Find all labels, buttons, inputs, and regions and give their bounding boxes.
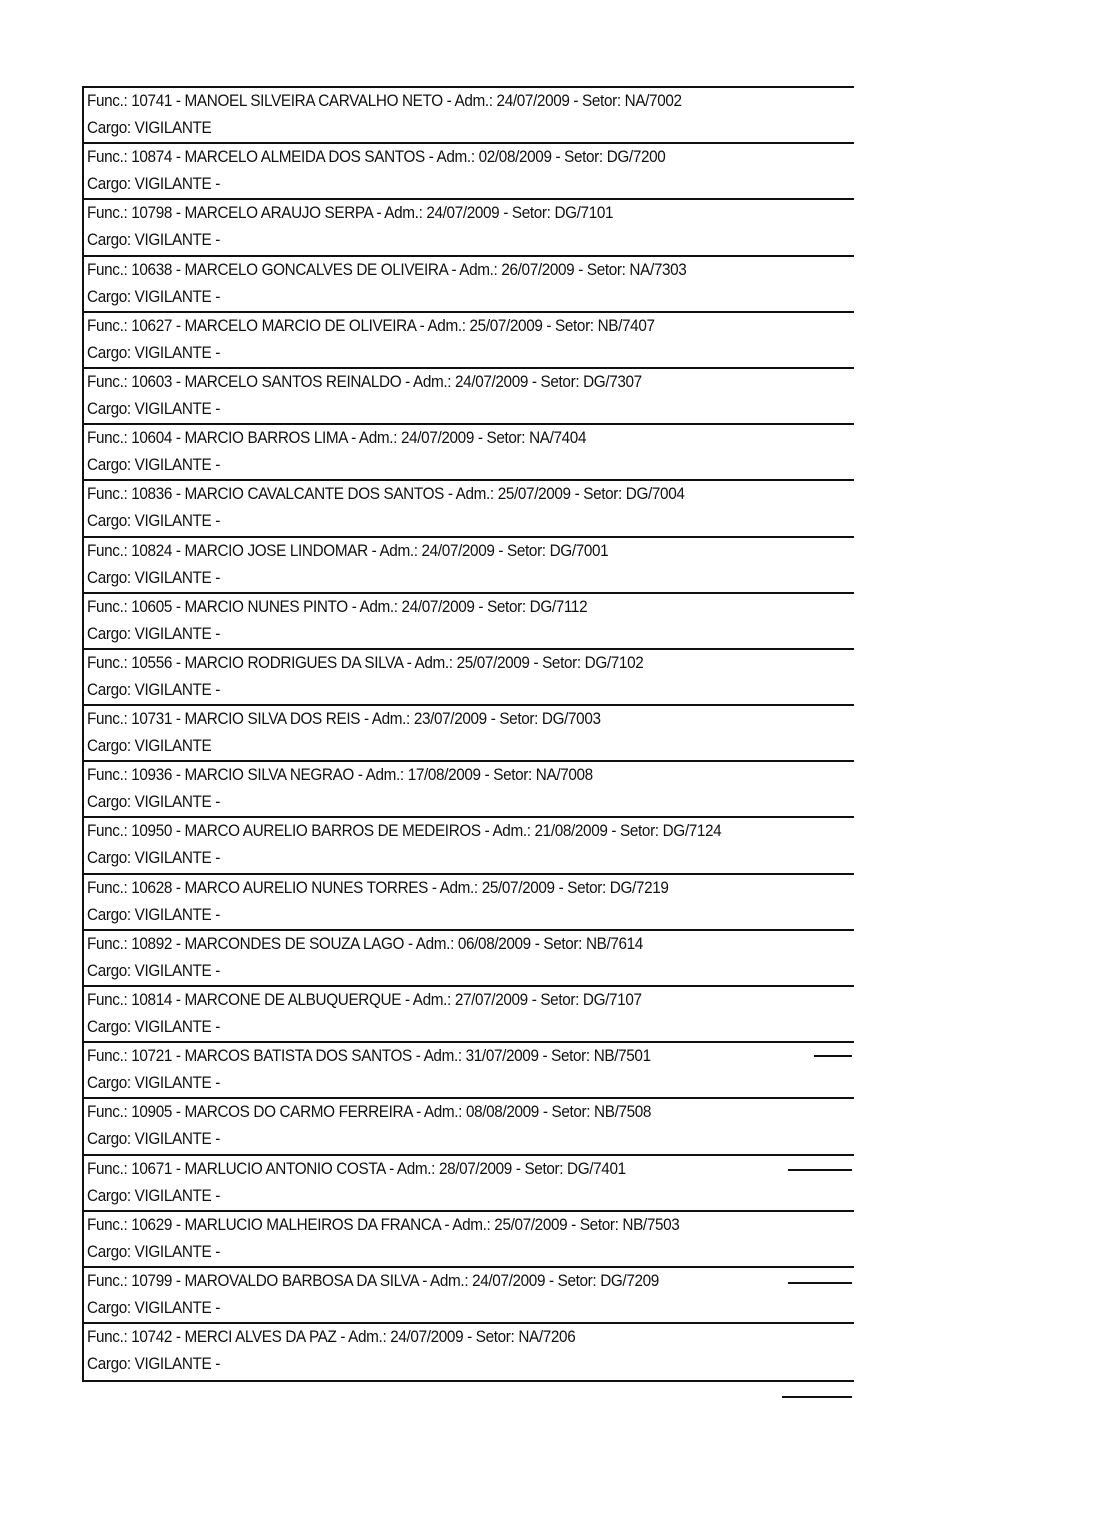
scan-mark	[782, 1396, 852, 1398]
employee-name: MARCONE DE ALBUQUERQUE	[184, 990, 402, 1009]
record-cargo-line	[87, 1129, 220, 1149]
adm-label: Adm.:	[427, 315, 466, 335]
adm-label: Adm.:	[379, 540, 418, 560]
record-cargo-line	[87, 568, 220, 588]
record-cargo-line	[87, 1242, 220, 1262]
cargo-label: Cargo:	[87, 679, 131, 699]
sector-code: DG/7102	[584, 652, 644, 672]
job-title: VIGILANTE -	[134, 567, 220, 587]
sector-code: DG/7124	[662, 821, 722, 841]
admission-date: 25/07/2009	[481, 877, 555, 897]
sector-code: DG/7004	[625, 484, 685, 504]
setor-label: Setor:	[567, 877, 606, 897]
sector-code: DG/7112	[529, 596, 588, 616]
employee-record	[84, 594, 854, 650]
employee-record	[84, 369, 854, 425]
employee-id: 10731	[131, 709, 173, 729]
adm-label: Adm.:	[412, 990, 451, 1009]
func-label: Func.:	[87, 765, 128, 785]
adm-label: Adm.:	[452, 1214, 491, 1234]
record-cargo-line	[87, 1354, 220, 1374]
setor-label: Setor:	[543, 933, 583, 953]
record-func-line: Func.: 10604 - MARCIO BARROS LIMA - Adm.: 24/07/2009 - Setor: NA/7404	[87, 428, 587, 448]
setor-label: Setor:	[540, 990, 580, 1009]
sector-code: DG/7101	[554, 203, 614, 223]
sector-code: NB/7501	[593, 1046, 651, 1066]
setor-label: Setor:	[579, 1214, 619, 1234]
employee-id: 10628	[131, 877, 173, 897]
record-func-line: Func.: 10605 - MARCIO NUNES PINTO - Adm.: 24/07/2009 - Setor: DG/7112	[87, 596, 588, 616]
cargo-label: Cargo:	[87, 792, 131, 812]
job-title: VIGILANTE -	[134, 1073, 220, 1093]
sector-code: NA/7008	[535, 765, 593, 785]
admission-date: 24/07/2009	[426, 203, 500, 223]
cargo-label: Cargo:	[87, 904, 131, 924]
record-func-line: Func.: 10671 - MARLUCIO ANTONIO COSTA - Adm.: 28/07/2009 - Setor: DG/7401	[87, 1158, 626, 1178]
cargo-label: Cargo:	[87, 736, 131, 756]
record-func-line: Func.: 10721 - MARCOS BATISTA DOS SANTOS - Adm.: 31/07/2009 - Setor: NB/7501	[87, 1046, 651, 1066]
sector-code: NA/7303	[629, 259, 687, 279]
setor-label: Setor:	[524, 1158, 564, 1178]
employee-name: MARCIO SILVA DOS REIS	[184, 709, 361, 729]
employee-record	[84, 313, 854, 369]
admission-date: 24/07/2009	[401, 596, 475, 616]
record-cargo-line	[87, 1298, 220, 1318]
cargo-label: Cargo:	[87, 174, 131, 194]
admission-date: 23/07/2009	[413, 709, 487, 729]
job-title: VIGILANTE -	[134, 960, 220, 980]
adm-label: Adm.:	[423, 1046, 462, 1066]
employee-record	[84, 1324, 854, 1380]
employee-id: 10742	[131, 1327, 173, 1347]
setor-label: Setor:	[583, 484, 622, 504]
func-label: Func.:	[87, 259, 128, 279]
record-func-line: Func.: 10824 - MARCIO JOSE LINDOMAR - Adm.: 24/07/2009 - Setor: DG/7001	[87, 540, 609, 560]
func-label: Func.:	[87, 1158, 128, 1178]
employee-id: 10604	[131, 428, 173, 448]
admission-date: 25/07/2009	[469, 315, 543, 335]
job-title: VIGILANTE -	[134, 1241, 220, 1261]
employee-id: 10824	[131, 540, 173, 560]
employee-record	[84, 1212, 854, 1268]
adm-label: Adm.:	[371, 709, 410, 729]
job-title: VIGILANTE -	[134, 904, 220, 924]
job-title: VIGILANTE -	[134, 230, 220, 250]
adm-label: Adm.:	[459, 259, 498, 279]
admission-date: 24/07/2009	[400, 428, 474, 448]
employee-record	[84, 481, 854, 537]
record-func-line: Func.: 10742 - MERCI ALVES DA PAZ - Adm.: 24/07/2009 - Setor: NA/7206	[87, 1327, 576, 1347]
employee-id: 10836	[131, 484, 173, 504]
job-title: VIGILANTE	[134, 118, 212, 137]
employee-name: MAROVALDO BARBOSA DA SILVA	[184, 1270, 419, 1290]
cargo-label: Cargo:	[87, 1241, 131, 1261]
employee-record	[84, 257, 854, 313]
record-cargo-line	[87, 1186, 220, 1206]
employee-id: 10814	[131, 990, 173, 1009]
record-cargo-line	[87, 848, 220, 868]
cargo-label: Cargo:	[87, 848, 131, 868]
employee-name: MARCIO CAVALCANTE DOS SANTOS	[184, 484, 444, 504]
adm-label: Adm.:	[430, 1270, 469, 1290]
cargo-label: Cargo:	[87, 511, 131, 531]
admission-date: 08/08/2009	[465, 1102, 539, 1122]
sector-code: DG/7219	[609, 877, 669, 897]
sector-code: NB/7508	[594, 1102, 652, 1122]
employee-id: 10936	[131, 765, 173, 785]
employee-name: MARCIO NUNES PINTO	[184, 596, 348, 616]
admission-date: 02/08/2009	[478, 147, 552, 167]
employee-record	[84, 875, 854, 931]
func-label: Func.:	[87, 709, 128, 729]
func-label: Func.:	[87, 203, 128, 223]
employee-record	[84, 762, 854, 818]
func-label: Func.:	[87, 596, 128, 616]
scan-mark	[814, 1055, 852, 1057]
setor-label: Setor:	[542, 652, 581, 672]
cargo-label: Cargo:	[87, 1297, 131, 1317]
job-title: VIGILANTE -	[134, 848, 220, 868]
employee-name: MARCO AURELIO BARROS DE MEDEIROS	[184, 821, 481, 841]
record-func-line: Func.: 10629 - MARLUCIO MALHEIROS DA FRANCA - Adm.: 25/07/2009 - Setor: NB/7503	[87, 1214, 680, 1234]
employee-id: 10950	[131, 821, 173, 841]
job-title: VIGILANTE -	[134, 623, 220, 643]
setor-label: Setor:	[487, 596, 526, 616]
adm-label: Adm.:	[455, 484, 494, 504]
func-label: Func.:	[87, 990, 128, 1009]
func-label: Func.:	[87, 371, 128, 391]
record-cargo-line	[87, 961, 220, 981]
record-cargo-line	[87, 1017, 220, 1037]
employee-name: MARCOS BATISTA DOS SANTOS	[184, 1046, 412, 1066]
record-func-line: Func.: 10627 - MARCELO MARCIO DE OLIVEIRA - Adm.: 25/07/2009 - Setor: NB/7407	[87, 315, 655, 335]
employee-record	[84, 1043, 854, 1099]
record-cargo-line	[87, 287, 220, 307]
admission-date: 24/07/2009	[421, 540, 495, 560]
job-title: VIGILANTE -	[134, 511, 220, 531]
admission-date: 24/07/2009	[472, 1270, 546, 1290]
employee-name: MARCOS DO CARMO FERREIRA	[184, 1102, 413, 1122]
record-func-line: Func.: 10905 - MARCOS DO CARMO FERREIRA - Adm.: 08/08/2009 - Setor: NB/7508	[87, 1102, 652, 1122]
employee-name: MARCO AURELIO NUNES TORRES	[184, 877, 428, 897]
employee-id: 10892	[131, 933, 173, 953]
adm-label: Adm.:	[348, 1327, 387, 1347]
employee-record	[84, 1156, 854, 1212]
func-label: Func.:	[87, 1046, 128, 1066]
sector-code: DG/7003	[541, 709, 601, 729]
job-title: VIGILANTE -	[134, 455, 220, 475]
employee-id: 10905	[131, 1102, 173, 1122]
setor-label: Setor:	[582, 91, 621, 110]
admission-date: 25/07/2009	[456, 652, 530, 672]
record-func-line: Func.: 10874 - MARCELO ALMEIDA DOS SANTOS - Adm.: 02/08/2009 - Setor: DG/7200	[87, 147, 666, 167]
sector-code: NA/7206	[518, 1327, 576, 1347]
adm-label: Adm.:	[423, 1102, 463, 1122]
setor-label: Setor:	[564, 147, 603, 167]
employee-id: 10605	[131, 596, 173, 616]
setor-label: Setor:	[551, 1102, 591, 1122]
cargo-label: Cargo:	[87, 960, 131, 980]
setor-label: Setor:	[540, 371, 580, 391]
setor-label: Setor:	[507, 540, 546, 560]
cargo-label: Cargo:	[87, 398, 131, 418]
adm-label: Adm.:	[415, 933, 454, 953]
func-label: Func.:	[87, 1327, 128, 1347]
setor-label: Setor:	[551, 1046, 590, 1066]
employee-record	[84, 706, 854, 762]
employee-record	[84, 818, 854, 874]
setor-label: Setor:	[511, 203, 551, 223]
employee-record	[84, 987, 854, 1043]
setor-label: Setor:	[475, 1327, 515, 1347]
record-func-line: Func.: 10892 - MARCONDES DE SOUZA LAGO - Adm.: 06/08/2009 - Setor: NB/7614	[87, 933, 643, 953]
adm-label: Adm.:	[359, 596, 398, 616]
func-label: Func.:	[87, 315, 128, 335]
adm-label: Adm.:	[384, 203, 423, 223]
job-title: VIGILANTE -	[134, 1017, 220, 1036]
adm-label: Adm.:	[436, 147, 475, 167]
cargo-label: Cargo:	[87, 1017, 131, 1036]
record-func-line: Func.: 10638 - MARCELO GONCALVES DE OLIVEIRA - Adm.: 26/07/2009 - Setor: NA/7303	[87, 259, 687, 279]
employee-name: MARCELO SANTOS REINALDO	[184, 371, 402, 391]
scan-mark	[788, 1169, 852, 1171]
cargo-label: Cargo:	[87, 1185, 131, 1205]
admission-date: 26/07/2009	[501, 259, 575, 279]
setor-label: Setor:	[493, 765, 532, 785]
employee-record	[84, 650, 854, 706]
func-label: Func.:	[87, 1214, 128, 1234]
sector-code: NB/7614	[585, 933, 643, 953]
record-func-line: Func.: 10603 - MARCELO SANTOS REINALDO - Adm.: 24/07/2009 - Setor: DG/7307	[87, 371, 642, 391]
func-label: Func.:	[87, 540, 128, 560]
cargo-label: Cargo:	[87, 1354, 131, 1374]
job-title: VIGILANTE -	[134, 1297, 220, 1317]
employee-name: MARCELO ARAUJO SERPA	[184, 203, 373, 223]
employee-name: MARCELO ALMEIDA DOS SANTOS	[184, 147, 425, 167]
cargo-label: Cargo:	[87, 1129, 131, 1149]
func-label: Func.:	[87, 821, 128, 841]
func-label: Func.:	[87, 1270, 128, 1290]
job-title: VIGILANTE -	[134, 286, 220, 306]
record-cargo-line	[87, 680, 220, 700]
admission-date: 28/07/2009	[438, 1158, 512, 1178]
record-func-line: Func.: 10950 - MARCO AURELIO BARROS DE MEDEIROS - Adm.: 21/08/2009 - Setor: DG/7124	[87, 821, 722, 841]
setor-label: Setor:	[557, 1270, 597, 1290]
record-cargo-line	[87, 174, 220, 194]
record-cargo-line	[87, 399, 220, 419]
setor-label: Setor:	[499, 709, 538, 729]
employee-id: 10603	[131, 371, 173, 391]
func-label: Func.:	[87, 484, 128, 504]
record-func-line: Func.: 10936 - MARCIO SILVA NEGRAO - Adm.: 17/08/2009 - Setor: NA/7008	[87, 765, 593, 785]
cargo-label: Cargo:	[87, 118, 131, 137]
employee-record	[84, 1099, 854, 1155]
record-func-line: Func.: 10556 - MARCIO RODRIGUES DA SILVA - Adm.: 25/07/2009 - Setor: DG/7102	[87, 652, 644, 672]
sector-code: NB/7407	[597, 315, 655, 335]
func-label: Func.:	[87, 652, 128, 672]
scan-mark	[788, 1282, 852, 1284]
employee-id: 10798	[131, 203, 173, 223]
employee-record	[84, 144, 854, 200]
setor-label: Setor:	[586, 259, 626, 279]
record-cargo-line	[87, 343, 220, 363]
employee-record	[84, 425, 854, 481]
record-func-line: Func.: 10814 - MARCONE DE ALBUQUERQUE - Adm.: 27/07/2009 - Setor: DG/7107	[87, 990, 642, 1009]
admission-date: 21/08/2009	[534, 821, 608, 841]
employee-name: MARCIO BARROS LIMA	[184, 428, 348, 448]
job-title: VIGILANTE -	[134, 174, 220, 194]
record-cargo-line	[87, 905, 220, 925]
sector-code: DG/7200	[606, 147, 666, 167]
setor-label: Setor:	[486, 428, 526, 448]
employee-name: MERCI ALVES DA PAZ	[184, 1327, 337, 1347]
admission-date: 24/07/2009	[455, 371, 529, 391]
record-func-line: Func.: 10798 - MARCELO ARAUJO SERPA - Adm.: 24/07/2009 - Setor: DG/7101	[87, 203, 614, 223]
cargo-label: Cargo:	[87, 623, 131, 643]
job-title: VIGILANTE -	[134, 679, 220, 699]
record-func-line: Func.: 10731 - MARCIO SILVA DOS REIS - Adm.: 23/07/2009 - Setor: DG/7003	[87, 709, 601, 729]
func-label: Func.:	[87, 877, 128, 897]
admission-date: 31/07/2009	[465, 1046, 539, 1066]
func-label: Func.:	[87, 428, 128, 448]
adm-label: Adm.:	[412, 371, 452, 391]
cargo-label: Cargo:	[87, 342, 131, 362]
record-func-line: Func.: 10799 - MAROVALDO BARBOSA DA SILVA - Adm.: 24/07/2009 - Setor: DG/7209	[87, 1270, 659, 1290]
cargo-label: Cargo:	[87, 455, 131, 475]
employee-record	[84, 538, 854, 594]
func-label: Func.:	[87, 147, 128, 167]
func-label: Func.:	[87, 1102, 128, 1122]
employee-id: 10799	[131, 1270, 173, 1290]
employee-id: 10638	[131, 259, 173, 279]
func-label: Func.:	[87, 91, 128, 110]
admission-date: 24/07/2009	[390, 1327, 464, 1347]
record-cargo-line	[87, 736, 211, 756]
employee-name: MARCIO JOSE LINDOMAR	[184, 540, 368, 560]
sector-code: DG/7307	[583, 371, 642, 391]
record-func-line: Func.: 10741 - MANOEL SILVEIRA CARVALHO NETO - Adm.: 24/07/2009 - Setor: NA/7002	[87, 91, 682, 110]
record-cargo-line	[87, 118, 211, 138]
sector-code: DG/7401	[567, 1158, 626, 1178]
record-func-line: Func.: 10628 - MARCO AURELIO NUNES TORRES - Adm.: 25/07/2009 - Setor: DG/7219	[87, 877, 669, 897]
employee-id: 10627	[131, 315, 173, 335]
sector-code: DG/7209	[600, 1270, 659, 1290]
job-title: VIGILANTE -	[134, 1129, 220, 1149]
adm-label: Adm.:	[396, 1158, 436, 1178]
func-label: Func.:	[87, 933, 128, 953]
admission-date: 24/07/2009	[496, 91, 570, 110]
record-cargo-line	[87, 455, 220, 475]
employee-name: MARLUCIO ANTONIO COSTA	[184, 1158, 386, 1178]
sector-code: NA/7002	[624, 91, 682, 110]
job-title: VIGILANTE -	[134, 398, 220, 418]
cargo-label: Cargo:	[87, 1073, 131, 1093]
adm-label: Adm.:	[492, 821, 531, 841]
admission-date: 25/07/2009	[494, 1214, 568, 1234]
employee-name: MARCONDES DE SOUZA LAGO	[184, 933, 405, 953]
admission-date: 27/07/2009	[454, 990, 528, 1009]
employee-name: MARCELO GONCALVES DE OLIVEIRA	[184, 259, 448, 279]
employee-name: MARCIO RODRIGUES DA SILVA	[184, 652, 403, 672]
adm-label: Adm.:	[358, 428, 398, 448]
sector-code: DG/7107	[582, 990, 642, 1009]
record-cargo-line	[87, 1073, 220, 1093]
job-title: VIGILANTE	[134, 736, 212, 756]
record-cargo-line	[87, 792, 220, 812]
job-title: VIGILANTE -	[134, 1185, 220, 1205]
employee-record-list	[82, 86, 854, 1382]
sector-code: DG/7001	[549, 540, 609, 560]
employee-id: 10874	[131, 147, 173, 167]
employee-id: 10721	[131, 1046, 173, 1066]
cargo-label: Cargo:	[87, 286, 131, 306]
job-title: VIGILANTE -	[134, 792, 220, 812]
setor-label: Setor:	[620, 821, 659, 841]
employee-id: 10671	[131, 1158, 173, 1178]
adm-label: Adm.:	[365, 765, 404, 785]
employee-name: MARCIO SILVA NEGRAO	[184, 765, 354, 785]
employee-id: 10556	[131, 652, 173, 672]
employee-id: 10741	[131, 91, 173, 110]
cargo-label: Cargo:	[87, 230, 131, 250]
job-title: VIGILANTE -	[134, 342, 220, 362]
cargo-label: Cargo:	[87, 567, 131, 587]
record-func-line: Func.: 10836 - MARCIO CAVALCANTE DOS SANTOS - Adm.: 25/07/2009 - Setor: DG/7004	[87, 484, 685, 504]
employee-record	[84, 200, 854, 256]
employee-record	[84, 88, 854, 144]
adm-label: Adm.:	[454, 91, 493, 110]
adm-label: Adm.:	[439, 877, 478, 897]
employee-id: 10629	[131, 1214, 173, 1234]
setor-label: Setor:	[555, 315, 594, 335]
record-cargo-line	[87, 624, 220, 644]
job-title: VIGILANTE -	[134, 1354, 220, 1374]
employee-name: MANOEL SILVEIRA CARVALHO NETO	[184, 91, 443, 110]
record-cargo-line	[87, 511, 220, 531]
sector-code: NA/7404	[529, 428, 587, 448]
record-cargo-line	[87, 230, 220, 250]
adm-label: Adm.:	[414, 652, 453, 672]
admission-date: 25/07/2009	[497, 484, 571, 504]
employee-record	[84, 1268, 854, 1324]
admission-date: 17/08/2009	[407, 765, 481, 785]
employee-name: MARLUCIO MALHEIROS DA FRANCA	[184, 1214, 441, 1234]
sector-code: NB/7503	[622, 1214, 680, 1234]
employee-record	[84, 931, 854, 987]
employee-name: MARCELO MARCIO DE OLIVEIRA	[184, 315, 416, 335]
admission-date: 06/08/2009	[457, 933, 531, 953]
